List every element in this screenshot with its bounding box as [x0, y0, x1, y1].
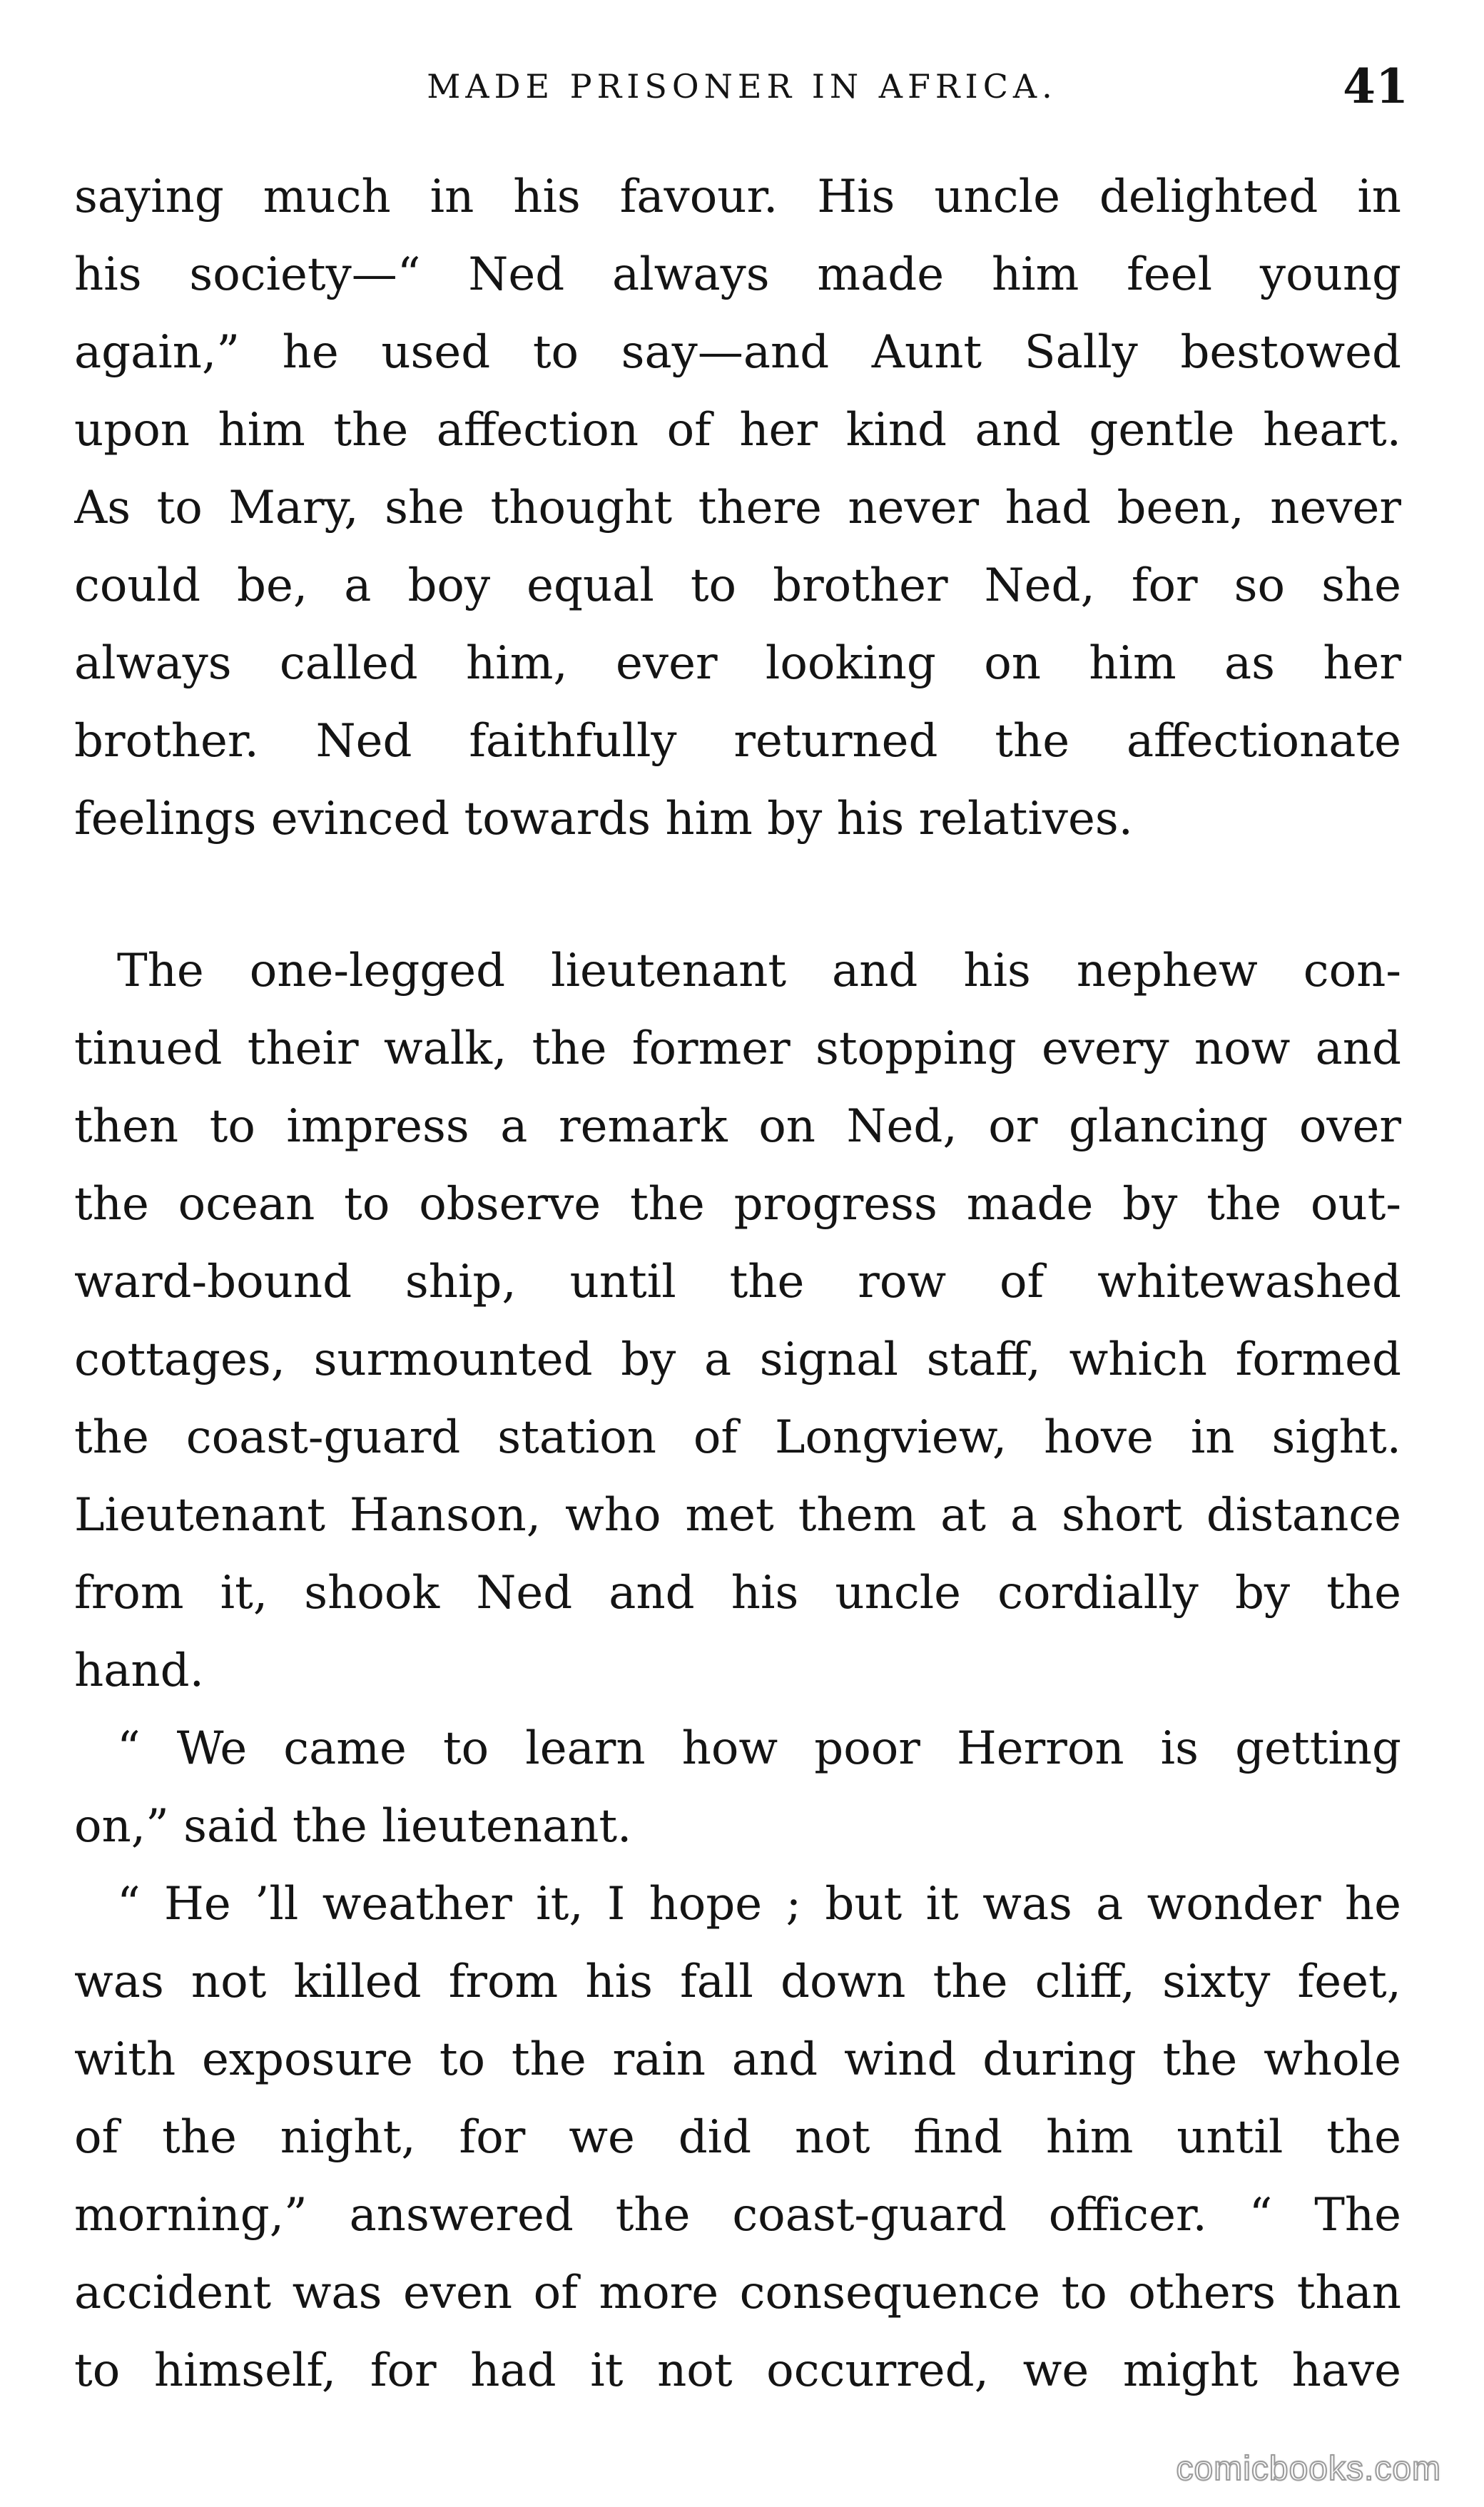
paragraph-4: [74, 1866, 1401, 2410]
text-line: ward-bound ship, until the row of whitewashed: [74, 1256, 1401, 1308]
text-line: hand.: [74, 1644, 204, 1697]
text-line: with exposure to the rain and wind during the whole: [74, 2033, 1401, 2086]
text-line: “ He ’ll weather it, I hope ; but it was a wonder he: [117, 1878, 1401, 1931]
text-line: upon him the affection of her kind and gentle heart.: [74, 404, 1401, 457]
text-line: to himself, for had it not occurred, we might have: [74, 2344, 1401, 2397]
paragraph-3: [74, 1710, 1401, 1866]
running-title: MADE PRISONER IN AFRICA.: [427, 67, 1057, 106]
text-line: morning,” answered the coast-guard officer. “ The: [74, 2189, 1401, 2242]
text-line: The one-legged lieutenant and his nephew con-: [117, 945, 1401, 997]
text-line: Lieutenant Hanson, who met them at a short distance: [74, 1489, 1401, 1542]
watermark-logo: comicbooks.com: [1176, 2450, 1441, 2488]
text-line: As to Mary, she thought there never had been, never: [74, 482, 1401, 534]
section-break: [74, 858, 1401, 932]
text-line: tinued their walk, the former stopping every now and: [74, 1022, 1401, 1075]
text-line: of the night, for we did not find him until the: [74, 2111, 1401, 2164]
text-line: his society—“ Ned always made him feel young: [74, 248, 1401, 301]
paragraph-2: [74, 932, 1401, 1710]
text-line: on,” said the lieutenant.: [74, 1800, 632, 1853]
text-line: always called him, ever looking on him as her: [74, 637, 1401, 690]
text-line: accident was even of more consequence to others than: [74, 2267, 1401, 2319]
body-text: [74, 158, 1401, 2410]
running-header: [71, 59, 1413, 114]
text-line: was not killed from his fall down the cliff, sixty feet,: [74, 1956, 1401, 2008]
text-line: the ocean to observe the progress made by the out-: [74, 1178, 1401, 1231]
text-line: feelings evinced towards him by his relatives.: [74, 793, 1133, 845]
text-line: saying much in his favour. His uncle delighted in: [74, 171, 1401, 223]
text-line: the coast-guard station of Longview, hove in sight.: [74, 1411, 1401, 1464]
paragraph-1: [74, 158, 1401, 858]
text-line: brother. Ned faithfully returned the affectionate: [74, 715, 1401, 768]
text-line: again,” he used to say—and Aunt Sally bestowed: [74, 326, 1401, 379]
text-line: from it, shook Ned and his uncle cordially by the: [74, 1567, 1401, 1619]
text-line: cottages, surmounted by a signal staff, which formed: [74, 1333, 1401, 1386]
text-line: “ We came to learn how poor Herron is getting: [117, 1722, 1401, 1775]
text-line: could be, a boy equal to brother Ned, for so she: [74, 559, 1401, 612]
text-line: then to impress a remark on Ned, or glancing over: [74, 1100, 1401, 1153]
page-number: 41: [1343, 59, 1408, 114]
